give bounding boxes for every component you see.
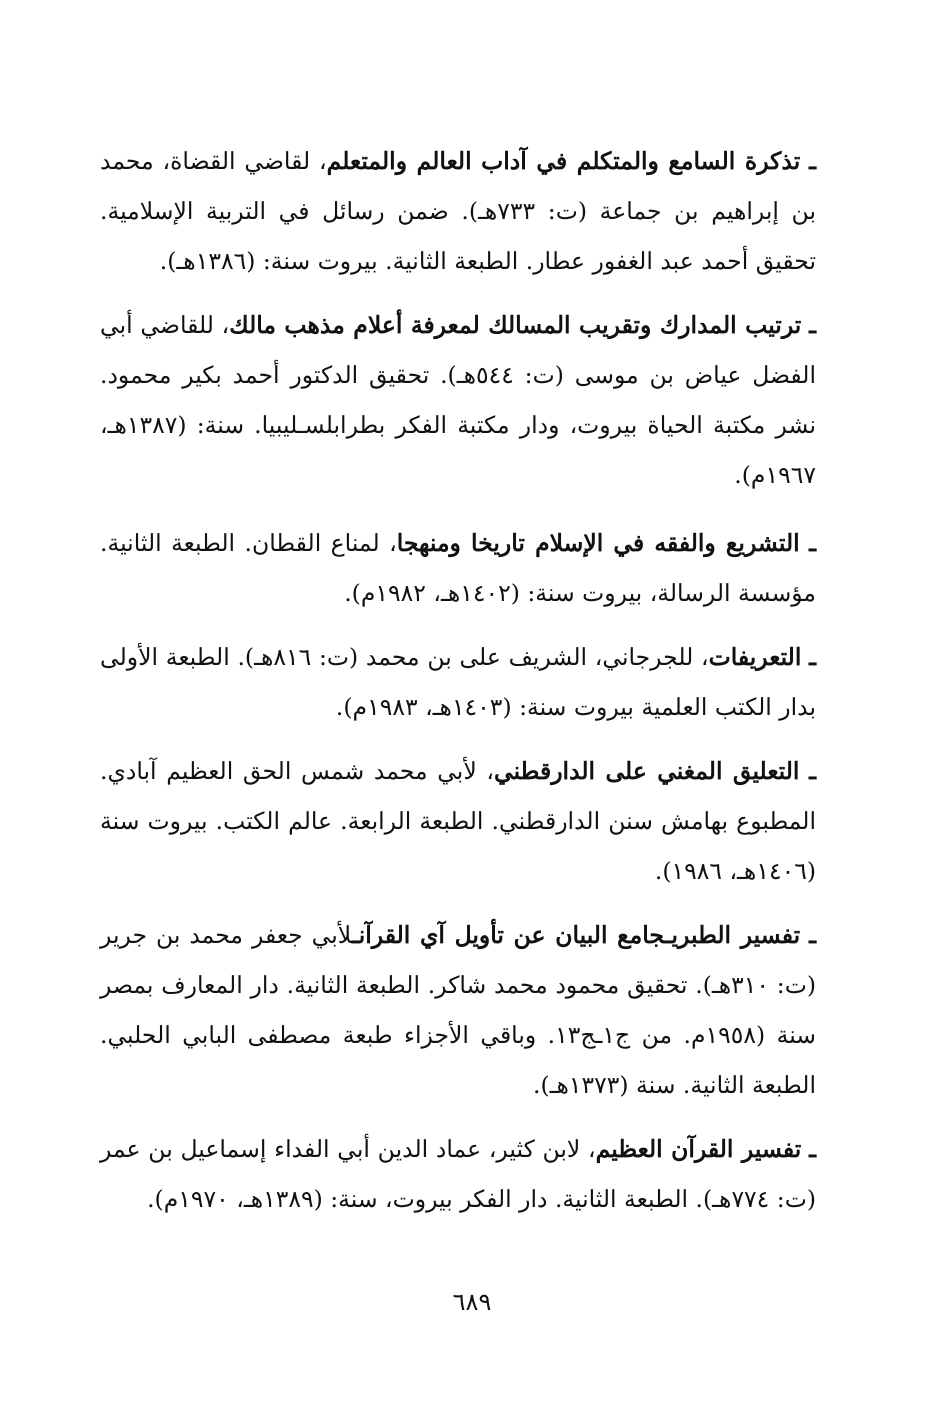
entry-title: تفسير القرآن العظيم xyxy=(595,1135,802,1163)
entry-details: ، لقاضي القضاة، محمد بن إبراهيم بن جماعة (ت: ٧٣٣هـ). ضمن رسائل في التربية الإسلامية. تحقيق أحمد عبد الغفور عطار. الطبعة الثانية. بيروت سنة: (١٣٨٦هـ). xyxy=(100,147,816,275)
entry-title: ترتيب المدارك وتقريب المسالك لمعرفة أعلام مذهب مالك xyxy=(229,311,802,339)
entry-bullet: ـ xyxy=(809,643,816,671)
entry-details: ، لمناع القطان. الطبعة الثانية. مؤسسة الرسالة، بيروت سنة: (١٤٠٢هـ، ١٩٨٢م). xyxy=(100,529,816,607)
bibliography-entry xyxy=(100,136,816,286)
entry-details: ، لابن كثير، عماد الدين أبي الفداء إسماعيل بن عمر (ت: ٧٧٤هـ). الطبعة الثانية. دار الفكر بيروت، سنة: (١٣٨٩هـ، ١٩٧٠م). xyxy=(100,1135,816,1213)
bibliography-entry xyxy=(100,300,816,500)
entry-title: تذكرة السامع والمتكلم في آداب العالم والمتعلم xyxy=(326,147,801,175)
entry-details: لأبي جعفر محمد بن جرير (ت: ٣١٠هـ). تحقيق محمود محمد شاكر. الطبعة الثانية. دار المعارف بمصر سنة (١٩٥٨م. من ج١ـج١٣. وباقي الأجزاء طبعة مصطفى البابي الحلبي. الطبعة الثانية. سنة (١٣٧٣هـ). xyxy=(100,921,816,1099)
entry-bullet: ـ xyxy=(809,147,816,175)
bibliography-list xyxy=(100,136,816,1238)
entry-details: ، للجرجاني، الشريف على بن محمد (ت: ٨١٦هـ). الطبعة الأولى بدار الكتب العلمية بيروت سنة: (١٤٠٣هـ، ١٩٨٣م). xyxy=(100,643,816,721)
page-number: ٦٨٩ xyxy=(452,1288,492,1316)
entry-details: ، لأبي محمد شمس الحق العظيم آبادي. المطبوع بهامش سنن الدارقطني. الطبعة الرابعة. عالم الكتب. بيروت سنة (١٤٠٦هـ، ١٩٨٦). xyxy=(100,757,816,885)
entry-title: التشريع والفقه في الإسلام تاريخا ومنهجا xyxy=(396,529,800,557)
entry-bullet: ـ xyxy=(809,1135,816,1163)
entry-bullet: ـ xyxy=(809,921,817,949)
bibliography-entry xyxy=(100,1124,816,1224)
entry-title: التعريفات xyxy=(708,643,802,671)
bibliography-entry xyxy=(100,518,816,618)
entry-bullet: ـ xyxy=(809,757,816,785)
bibliography-entry xyxy=(100,746,816,896)
entry-details: ، للقاضي أبي الفضل عياض بن موسى (ت: ٥٤٤هـ). تحقيق الدكتور أحمد بكير محمود. نشر مكتبة الحياة بيروت، ودار مكتبة الفكر بطرابلسـليبيا. سنة: (١٣٨٧هـ، ١٩٦٧م). xyxy=(100,311,816,489)
entry-title: تفسير الطبريـجامع البيان عن تأويل آي القرآنـ xyxy=(351,921,801,949)
bibliography-entry xyxy=(100,910,816,1110)
entry-title: التعليق المغني على الدارقطني xyxy=(494,757,800,785)
entry-bullet: ـ xyxy=(809,311,816,339)
entry-bullet: ـ xyxy=(809,529,816,557)
bibliography-entry xyxy=(100,632,816,732)
